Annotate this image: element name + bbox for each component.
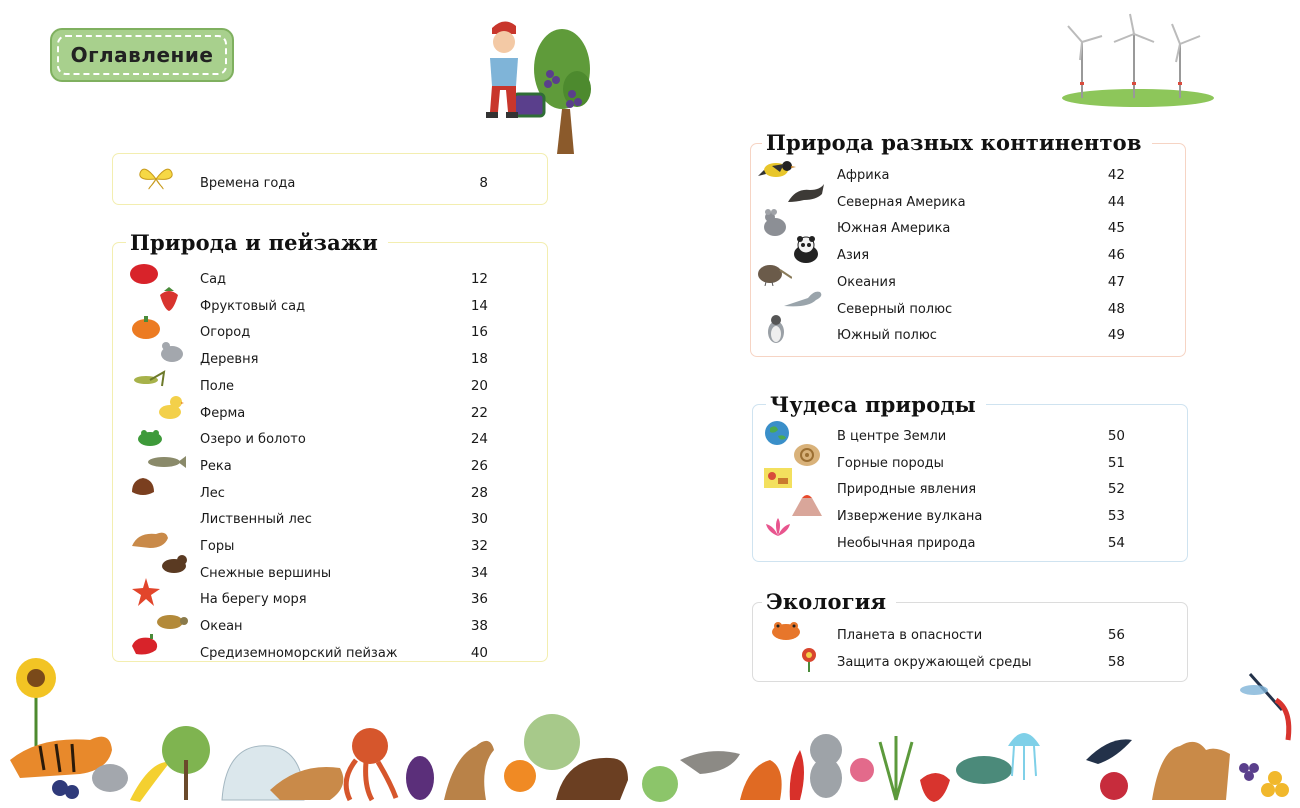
toc-entry-label[interactable]: Горные породы xyxy=(837,455,944,471)
toc-entry-label[interactable]: Река xyxy=(200,458,232,474)
lynx-icon xyxy=(130,528,170,552)
frog-orange-icon xyxy=(768,618,804,642)
toc-entry-label[interactable]: Времена года xyxy=(200,176,296,191)
toc-entry-label[interactable]: Лес xyxy=(200,485,225,501)
toc-entry-page: 53 xyxy=(1107,508,1125,525)
toc-entry-page: 30 xyxy=(470,511,488,528)
nature-border-illustration xyxy=(0,650,1300,808)
bird-icon xyxy=(758,156,796,182)
earth-icon xyxy=(764,420,790,446)
rocks-icon xyxy=(762,464,794,490)
toc-entry-label[interactable]: Планета в опасности xyxy=(837,628,983,643)
toc-entry-label[interactable]: Огород xyxy=(200,325,251,341)
toc-entry-label[interactable]: Африка xyxy=(837,168,890,183)
bear-icon xyxy=(160,552,188,574)
otter-icon xyxy=(786,180,826,206)
toc-entry-page: 26 xyxy=(470,457,488,474)
toc-entry-page: 20 xyxy=(470,377,488,394)
toc-entry-label[interactable]: Горы xyxy=(200,539,235,554)
toc-entry-page: 40 xyxy=(470,644,488,661)
lotus-icon xyxy=(764,516,792,540)
toc-entry-label[interactable]: Снежные вершины xyxy=(200,565,332,581)
toc-entry-page: 45 xyxy=(1107,220,1125,237)
toc-entry-page: 51 xyxy=(1107,454,1125,471)
toc-entry-label[interactable]: На берегу моря xyxy=(200,592,307,608)
toc-entry-page: 38 xyxy=(470,618,488,635)
penguin-icon xyxy=(766,314,786,344)
section-heading-landscapes: Природа и пейзажи xyxy=(126,230,388,255)
duckling-icon xyxy=(156,394,184,420)
toc-entry-label[interactable]: Фруктовый сад xyxy=(200,298,306,314)
kiwi-icon xyxy=(756,260,792,286)
toc-entry-page: 36 xyxy=(470,591,488,608)
ammonite-icon xyxy=(792,442,822,468)
toc-entry-page: 22 xyxy=(470,404,488,421)
toc-entry-page: 44 xyxy=(1107,193,1125,210)
girl-grapes-illustration xyxy=(462,14,592,154)
toc-entry-page: 42 xyxy=(1107,167,1125,183)
toc-entry-page: 56 xyxy=(1107,627,1125,643)
toc-entry-label[interactable]: Азия xyxy=(837,248,870,264)
wind-turbines-illustration xyxy=(1058,12,1218,112)
toc-entry-page: 54 xyxy=(1107,534,1125,551)
fish-icon xyxy=(146,454,186,470)
toc-title-badge xyxy=(50,28,234,82)
toc-entry-page: 14 xyxy=(470,297,488,314)
chestnut-icon xyxy=(130,476,156,498)
toc-entry-label[interactable]: Средиземноморский пейзаж xyxy=(200,645,398,661)
chinchilla-icon xyxy=(760,208,790,238)
panda-icon xyxy=(790,234,822,264)
butterfly-icon xyxy=(138,163,174,195)
frog-icon xyxy=(136,427,164,447)
toc-entry-label[interactable]: Деревня xyxy=(200,352,259,368)
toc-entry-page: 18 xyxy=(470,351,488,368)
toc-entry-page: 49 xyxy=(1107,327,1125,344)
starfish-icon xyxy=(132,578,160,606)
toc-entry-page: 52 xyxy=(1107,481,1125,498)
toc-entry-label[interactable]: Поле xyxy=(200,378,235,394)
toc-title: Оглавление xyxy=(57,35,227,75)
toc-entry-label[interactable]: Океания xyxy=(837,274,896,290)
toc-entry-page: 8 xyxy=(479,175,488,191)
toc-entry-label[interactable]: Озеро и болото xyxy=(200,432,306,448)
toc-entry-page: 46 xyxy=(1107,247,1125,264)
toc-entry-label[interactable]: Необычная природа xyxy=(837,535,976,551)
toc-entry-label[interactable]: Южный полюс xyxy=(837,328,937,344)
toc-entry-page: 48 xyxy=(1107,300,1125,317)
toc-entry-label[interactable]: Северная Америка xyxy=(837,194,966,210)
mouse-icon xyxy=(158,340,186,364)
toc-entry-page: 16 xyxy=(470,324,488,341)
toc-entry-label[interactable]: Сад xyxy=(200,272,227,287)
toc-entry-label[interactable]: Извержение вулкана xyxy=(837,509,983,525)
toc-entry-label[interactable]: Защита окружающей среды xyxy=(837,654,1032,670)
toc-entry-page: 24 xyxy=(470,431,488,448)
toc-entry-label[interactable]: В центре Земли xyxy=(837,429,947,444)
section-heading-wonders: Чудеса природы xyxy=(766,392,986,417)
grasshopper-icon xyxy=(130,370,168,390)
pumpkin-icon xyxy=(130,314,162,340)
toc-entry-page: 50 xyxy=(1107,428,1125,444)
toc-entry-label[interactable]: Лиственный лес xyxy=(200,512,312,528)
rose-icon xyxy=(128,262,160,286)
toc-entry-label[interactable]: Северный полюс xyxy=(837,301,953,317)
toc-entry-page: 58 xyxy=(1107,653,1125,670)
strawberry-icon xyxy=(158,287,180,311)
toc-entry-page: 34 xyxy=(470,564,488,581)
toc-entry-page: 28 xyxy=(470,484,488,501)
toc-entry-label[interactable]: Ферма xyxy=(200,405,246,421)
toc-entry-label[interactable]: Южная Америка xyxy=(837,221,951,237)
toc-entry-page: 12 xyxy=(470,271,488,287)
toc-entry-page: 32 xyxy=(470,538,488,554)
seal-icon xyxy=(782,286,824,310)
section-heading-ecology: Экология xyxy=(762,589,896,614)
pepper-icon xyxy=(130,634,160,656)
toc-entry-label[interactable]: Природные явления xyxy=(837,482,977,498)
volcano-icon xyxy=(790,494,824,516)
toc-entry-page: 47 xyxy=(1107,273,1125,290)
section-heading-continents: Природа разных континентов xyxy=(762,130,1152,155)
toc-entry-label[interactable]: Океан xyxy=(200,619,243,635)
turtle-icon xyxy=(152,611,188,631)
